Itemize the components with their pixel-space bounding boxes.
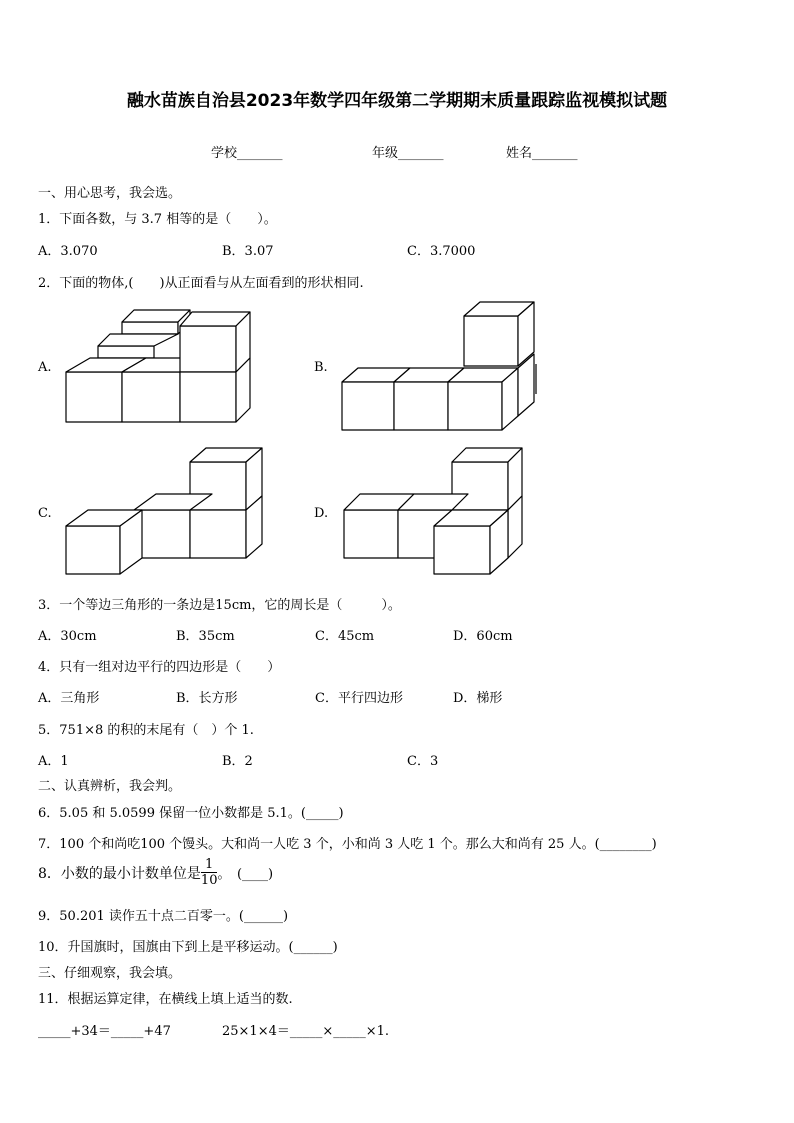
q4-option-d[interactable]: D．梯形: [453, 691, 503, 706]
q2-figure-a: [60, 306, 260, 428]
q8-denominator: 10: [200, 873, 218, 888]
q2-label-d[interactable]: D.: [314, 506, 329, 521]
q2-label-a[interactable]: A.: [38, 360, 52, 375]
q8-prefix: 8．小数的最小计数单位是: [38, 865, 201, 882]
school-field[interactable]: 学校_______: [211, 146, 283, 161]
q4-option-a[interactable]: A．三角形: [38, 691, 100, 706]
q3-option-b[interactable]: B．35cm: [176, 629, 235, 644]
q1-option-c[interactable]: C．3.7000: [407, 244, 476, 259]
q2-label-c[interactable]: C.: [38, 506, 52, 521]
question-11: 11．根据运算定律，在横线上填上适当的数.: [38, 992, 293, 1007]
q5-option-a[interactable]: A．1: [38, 754, 69, 769]
q5-option-c[interactable]: C．3: [407, 754, 439, 769]
section-heading-2: 二、认真辨析，我会判。: [38, 779, 182, 794]
q11-equation-1[interactable]: _____+34＝_____+47: [38, 1024, 171, 1039]
question-8: [38, 858, 273, 887]
q1-option-b[interactable]: B．3.07: [222, 244, 274, 259]
section-heading-1: 一、用心思考，我会选。: [38, 186, 182, 201]
question-10: 10．升国旗时，国旗由下到上是平移运动。(______): [38, 940, 338, 955]
q1-option-a[interactable]: A．3.070: [38, 244, 98, 259]
q2-figure-b: [336, 298, 546, 434]
q3-option-c[interactable]: C．45cm: [315, 629, 375, 644]
page-title: 融水苗族自治县2023年数学四年级第二学期期末质量跟踪监视模拟试题: [126, 91, 668, 111]
q11-equation-2[interactable]: 25×1×4＝_____×_____×1.: [222, 1024, 390, 1039]
q4-option-c[interactable]: C．平行四边形: [315, 691, 403, 706]
question-9: 9．50.201 读作五十点二百零一。(______): [38, 909, 289, 924]
q2-label-b[interactable]: B.: [314, 360, 328, 375]
question-3: 3．一个等边三角形的一条边是15cm，它的周长是（ ）。: [38, 598, 401, 613]
question-6: 6．5.05 和 5.0599 保留一位小数都是 5.1。(_____): [38, 806, 344, 821]
question-1: 1．下面各数，与 3.7 相等的是（ ）。: [38, 212, 277, 227]
question-2: 2．下面的物体,( )从正面看与从左面看到的形状相同.: [38, 276, 364, 291]
grade-field[interactable]: 年级_______: [372, 146, 444, 161]
question-7: 7．100 个和尚吃100 个馒头。大和尚一人吃 3 个，小和尚 3 人吃 1 个。那么大和尚有 25 人。(________): [38, 837, 657, 852]
q3-option-d[interactable]: D．60cm: [453, 629, 513, 644]
q5-option-b[interactable]: B．2: [222, 754, 253, 769]
name-field[interactable]: 姓名_______: [506, 146, 578, 161]
q2-figure-d: [340, 444, 530, 580]
q3-option-a[interactable]: A．30cm: [38, 629, 97, 644]
q2-figure-c: [62, 444, 268, 580]
section-heading-3: 三、仔细观察，我会填。: [38, 966, 182, 981]
question-4: 4．只有一组对边平行的四边形是（ ）: [38, 660, 281, 675]
q8-suffix: 。 (____): [217, 867, 274, 882]
q8-numerator: 1: [201, 858, 218, 873]
q4-option-b[interactable]: B．长方形: [176, 691, 238, 706]
q8-fraction: [201, 858, 218, 887]
question-5: 5．751×8 的积的末尾有（ ）个 1.: [38, 723, 254, 738]
